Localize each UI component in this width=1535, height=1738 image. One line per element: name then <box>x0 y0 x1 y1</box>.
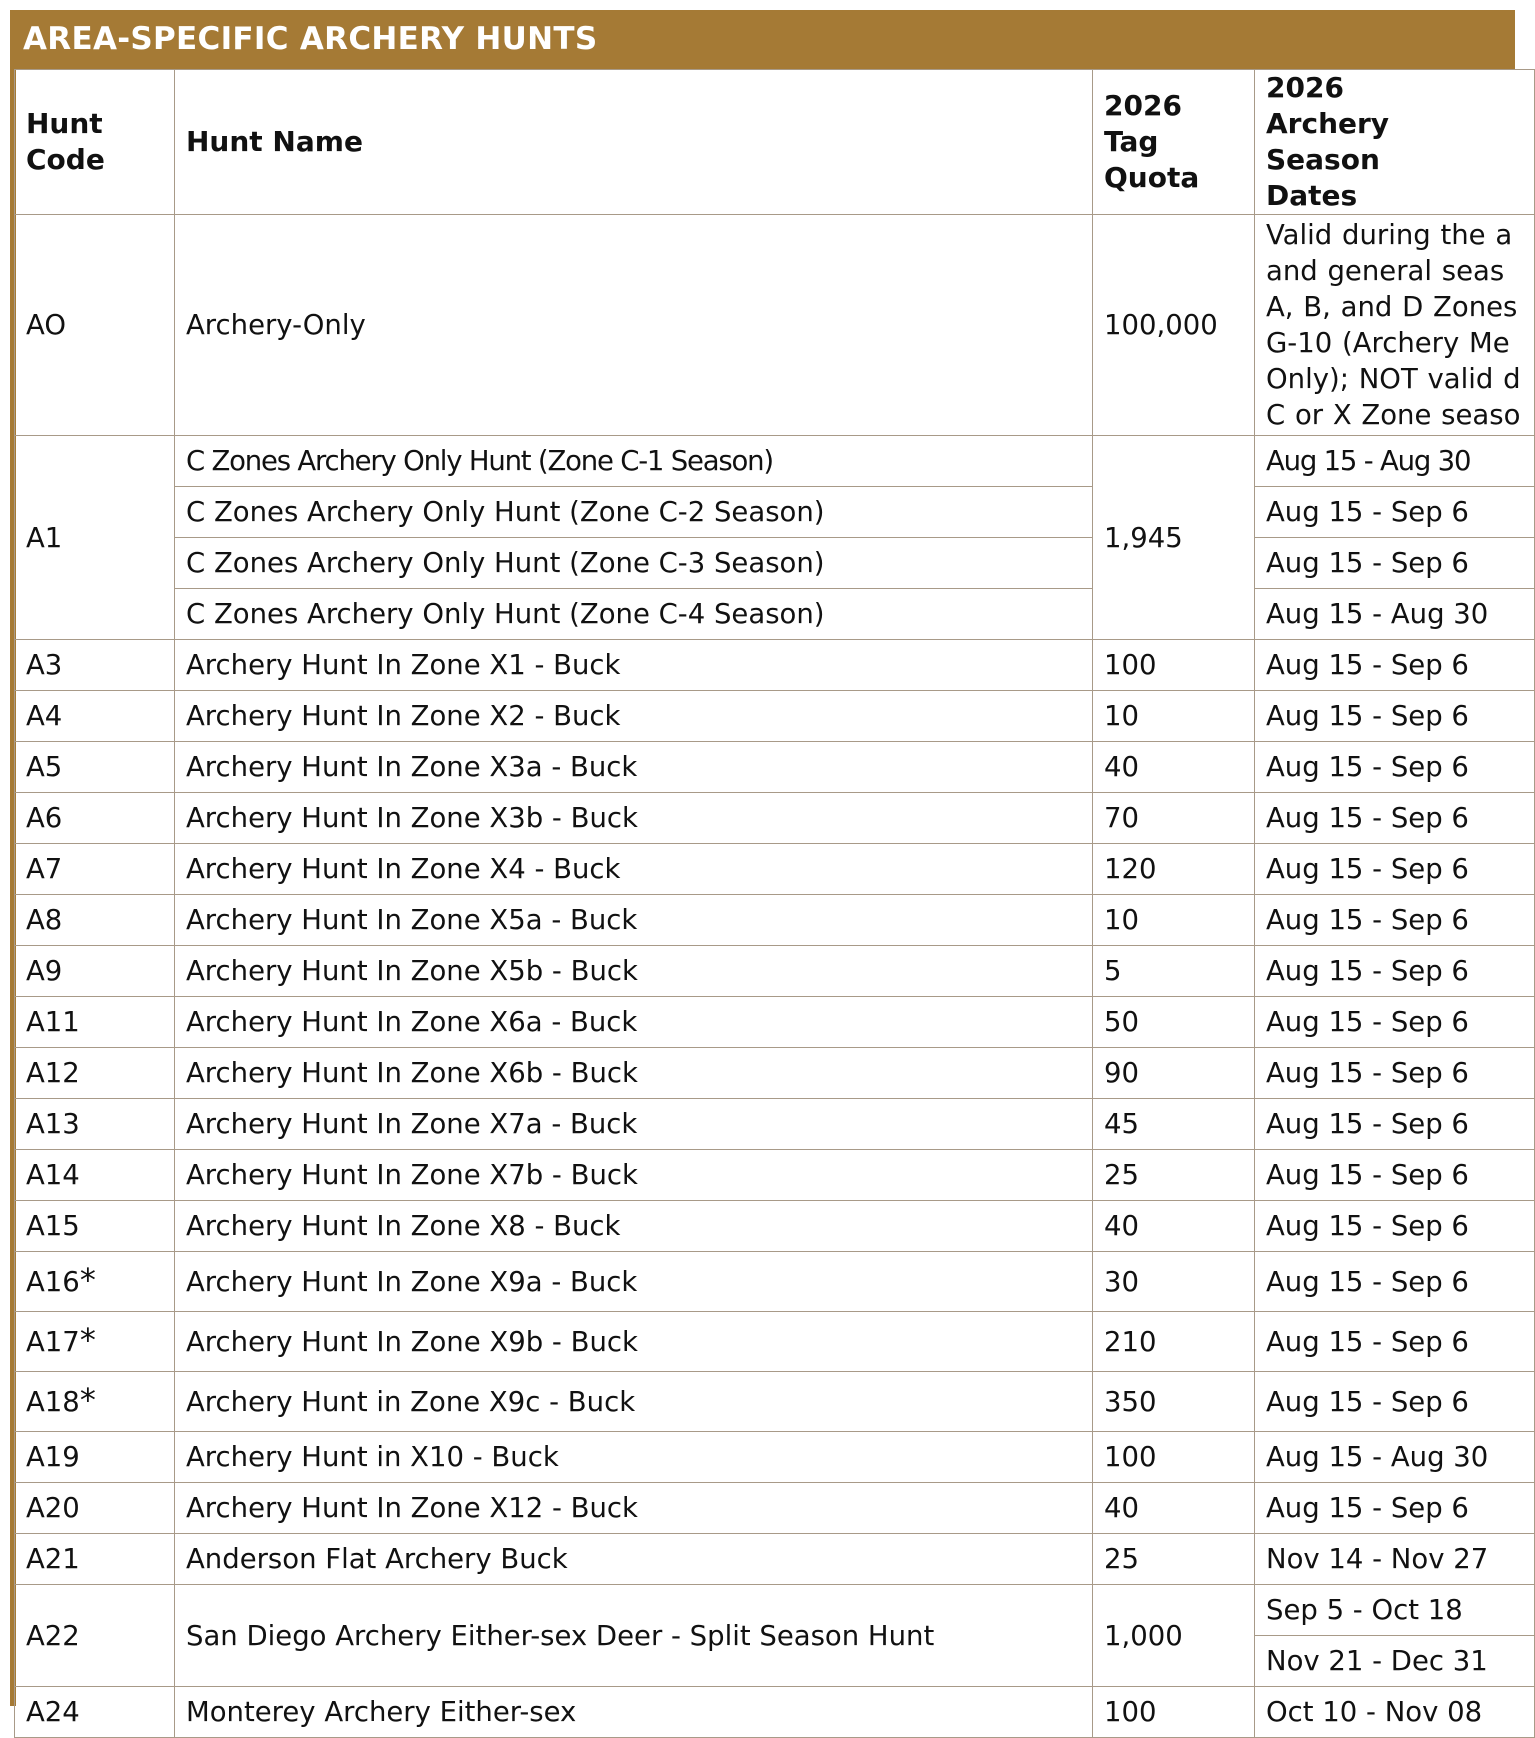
header-tag-quota: 2026 Tag Quota <box>1093 70 1255 215</box>
hunt-code: AO <box>15 215 175 436</box>
tag-quota: 25 <box>1093 1534 1255 1585</box>
hunt-name: Archery Hunt In Zone X8 - Buck <box>175 1201 1093 1252</box>
hunt-name: Monterey Archery Either-sex <box>175 1687 1093 1738</box>
hunt-name: Archery Hunt In Zone X3a - Buck <box>175 742 1093 793</box>
hunt-code: A20 <box>15 1483 175 1534</box>
hunt-code: A19 <box>15 1432 175 1483</box>
table-row <box>15 895 1535 946</box>
hunt-code <box>15 1372 175 1432</box>
tag-quota: 40 <box>1093 1201 1255 1252</box>
table-row <box>15 946 1535 997</box>
hunt-name: Archery Hunt In Zone X2 - Buck <box>175 691 1093 742</box>
archery-hunts-table <box>14 69 1535 1738</box>
hunt-name: Anderson Flat Archery Buck <box>175 1534 1093 1585</box>
season-dates: Aug 15 - Sep 6 <box>1255 1201 1535 1252</box>
table-row <box>15 1483 1535 1534</box>
hunt-name: Archery Hunt In Zone X12 - Buck <box>175 1483 1093 1534</box>
tag-quota: 90 <box>1093 1048 1255 1099</box>
season-dates: Valid during the a and general seas A, B, and D Zones G-10 (Archery Me Only); NOT valid d C or X Zone seaso <box>1255 215 1535 436</box>
season-dates: Aug 15 - Sep 6 <box>1255 691 1535 742</box>
table-row <box>15 215 1535 436</box>
tag-quota: 100 <box>1093 640 1255 691</box>
tag-quota: 100,000 <box>1093 215 1255 436</box>
hunt-name: San Diego Archery Either-sex Deer - Split Season Hunt <box>175 1585 1093 1687</box>
table-row <box>15 1099 1535 1150</box>
hunt-code: A21 <box>15 1534 175 1585</box>
hunt-name: Archery-Only <box>175 215 1093 436</box>
hunt-code: A3 <box>15 640 175 691</box>
hunt-code: A11 <box>15 997 175 1048</box>
table-row <box>15 538 1535 589</box>
season-dates: Aug 15 - Sep 6 <box>1255 487 1535 538</box>
hunt-code: A9 <box>15 946 175 997</box>
hunt-name: Archery Hunt In Zone X5b - Buck <box>175 946 1093 997</box>
hunt-name: Archery Hunt In Zone X6b - Buck <box>175 1048 1093 1099</box>
hunt-name: Archery Hunt In Zone X7a - Buck <box>175 1099 1093 1150</box>
hunt-code-text: A17 <box>26 1325 80 1358</box>
season-dates: Aug 15 - Sep 6 <box>1255 1372 1535 1432</box>
tag-quota: 350 <box>1093 1372 1255 1432</box>
hunt-code: A8 <box>15 895 175 946</box>
tag-quota: 40 <box>1093 742 1255 793</box>
season-dates: Aug 15 - Sep 6 <box>1255 1312 1535 1372</box>
footnote-asterisk: * <box>79 1320 96 1359</box>
hunt-name: Archery Hunt In Zone X4 - Buck <box>175 844 1093 895</box>
season-dates: Aug 15 - Aug 30 <box>1255 436 1535 487</box>
tag-quota: 40 <box>1093 1483 1255 1534</box>
tag-quota: 70 <box>1093 793 1255 844</box>
hunt-code: A24 <box>15 1687 175 1738</box>
season-dates: Sep 5 - Oct 18 <box>1255 1585 1535 1636</box>
hunt-name: Archery Hunt In Zone X1 - Buck <box>175 640 1093 691</box>
season-dates: Oct 10 - Nov 08 <box>1255 1687 1535 1738</box>
tag-quota: 45 <box>1093 1099 1255 1150</box>
season-dates: Aug 15 - Sep 6 <box>1255 742 1535 793</box>
hunt-name: C Zones Archery Only Hunt (Zone C-4 Season) <box>175 589 1093 640</box>
hunts-table-panel <box>10 10 1521 1728</box>
table-row <box>15 487 1535 538</box>
tag-quota: 50 <box>1093 997 1255 1048</box>
table-row <box>15 742 1535 793</box>
season-dates: Aug 15 - Sep 6 <box>1255 1099 1535 1150</box>
hunt-code-text: A16 <box>26 1265 80 1298</box>
hunt-code: A4 <box>15 691 175 742</box>
table-row <box>15 1201 1535 1252</box>
hunt-name: Archery Hunt In Zone X6a - Buck <box>175 997 1093 1048</box>
tag-quota: 100 <box>1093 1432 1255 1483</box>
hunt-name: Archery Hunt In Zone X7b - Buck <box>175 1150 1093 1201</box>
header-season-dates: 2026 Archery Season Dates <box>1255 70 1535 215</box>
tag-quota: 210 <box>1093 1312 1255 1372</box>
table-row <box>15 436 1535 487</box>
tag-quota: 30 <box>1093 1252 1255 1312</box>
table-row <box>15 640 1535 691</box>
tag-quota: 25 <box>1093 1150 1255 1201</box>
table-row <box>15 997 1535 1048</box>
table-row <box>15 1372 1535 1432</box>
table-title: AREA-SPECIFIC ARCHERY HUNTS <box>10 10 1515 69</box>
hunt-code: A6 <box>15 793 175 844</box>
season-dates: Aug 15 - Sep 6 <box>1255 997 1535 1048</box>
season-dates: Aug 15 - Sep 6 <box>1255 1483 1535 1534</box>
table-row <box>15 691 1535 742</box>
season-dates: Aug 15 - Sep 6 <box>1255 946 1535 997</box>
season-dates: Aug 15 - Sep 6 <box>1255 844 1535 895</box>
hunt-code <box>15 1252 175 1312</box>
hunt-code: A14 <box>15 1150 175 1201</box>
footnote-asterisk: * <box>79 1260 96 1299</box>
tag-quota: 1,945 <box>1093 436 1255 640</box>
header-hunt-name: Hunt Name <box>175 70 1093 215</box>
tag-quota: 10 <box>1093 691 1255 742</box>
hunt-name: Archery Hunt In Zone X9b - Buck <box>175 1312 1093 1372</box>
table-row <box>15 1432 1535 1483</box>
hunt-code: A13 <box>15 1099 175 1150</box>
header-hunt-code: Hunt Code <box>15 70 175 215</box>
tag-quota: 100 <box>1093 1687 1255 1738</box>
table-row <box>15 1312 1535 1372</box>
table-row <box>15 1048 1535 1099</box>
hunt-code: A22 <box>15 1585 175 1687</box>
table-row <box>15 793 1535 844</box>
season-dates: Aug 15 - Sep 6 <box>1255 538 1535 589</box>
hunt-code-text: A18 <box>26 1385 80 1418</box>
season-dates: Aug 15 - Sep 6 <box>1255 1252 1535 1312</box>
hunt-code: A5 <box>15 742 175 793</box>
season-dates: Aug 15 - Sep 6 <box>1255 1048 1535 1099</box>
table-row <box>15 844 1535 895</box>
season-dates: Aug 15 - Sep 6 <box>1255 1150 1535 1201</box>
table-row <box>15 589 1535 640</box>
season-dates: Aug 15 - Aug 30 <box>1255 589 1535 640</box>
hunt-name: C Zones Archery Only Hunt (Zone C-1 Season) <box>175 436 1093 487</box>
table-row <box>15 1150 1535 1201</box>
season-dates: Nov 14 - Nov 27 <box>1255 1534 1535 1585</box>
season-dates: Aug 15 - Sep 6 <box>1255 640 1535 691</box>
hunt-code: A15 <box>15 1201 175 1252</box>
season-dates: Aug 15 - Aug 30 <box>1255 1432 1535 1483</box>
tag-quota: 5 <box>1093 946 1255 997</box>
hunt-code: A1 <box>15 436 175 640</box>
hunt-code <box>15 1312 175 1372</box>
hunt-name: Archery Hunt In Zone X5a - Buck <box>175 895 1093 946</box>
table-row <box>15 1252 1535 1312</box>
hunt-name: Archery Hunt In Zone X9a - Buck <box>175 1252 1093 1312</box>
hunt-name: Archery Hunt in Zone X9c - Buck <box>175 1372 1093 1432</box>
hunt-name: Archery Hunt In Zone X3b - Buck <box>175 793 1093 844</box>
footnote-asterisk: * <box>79 1380 96 1419</box>
season-dates: Nov 21 - Dec 31 <box>1255 1636 1535 1687</box>
tag-quota: 120 <box>1093 844 1255 895</box>
hunt-name: C Zones Archery Only Hunt (Zone C-2 Season) <box>175 487 1093 538</box>
hunt-name: Archery Hunt in X10 - Buck <box>175 1432 1093 1483</box>
hunt-name: C Zones Archery Only Hunt (Zone C-3 Season) <box>175 538 1093 589</box>
tag-quota: 1,000 <box>1093 1585 1255 1687</box>
header-row <box>15 70 1535 215</box>
table-row <box>15 1585 1535 1636</box>
tag-quota: 10 <box>1093 895 1255 946</box>
hunt-code: A7 <box>15 844 175 895</box>
table-row <box>15 1534 1535 1585</box>
hunt-code: A12 <box>15 1048 175 1099</box>
table-row <box>15 1687 1535 1738</box>
season-dates: Aug 15 - Sep 6 <box>1255 793 1535 844</box>
season-dates: Aug 15 - Sep 6 <box>1255 895 1535 946</box>
